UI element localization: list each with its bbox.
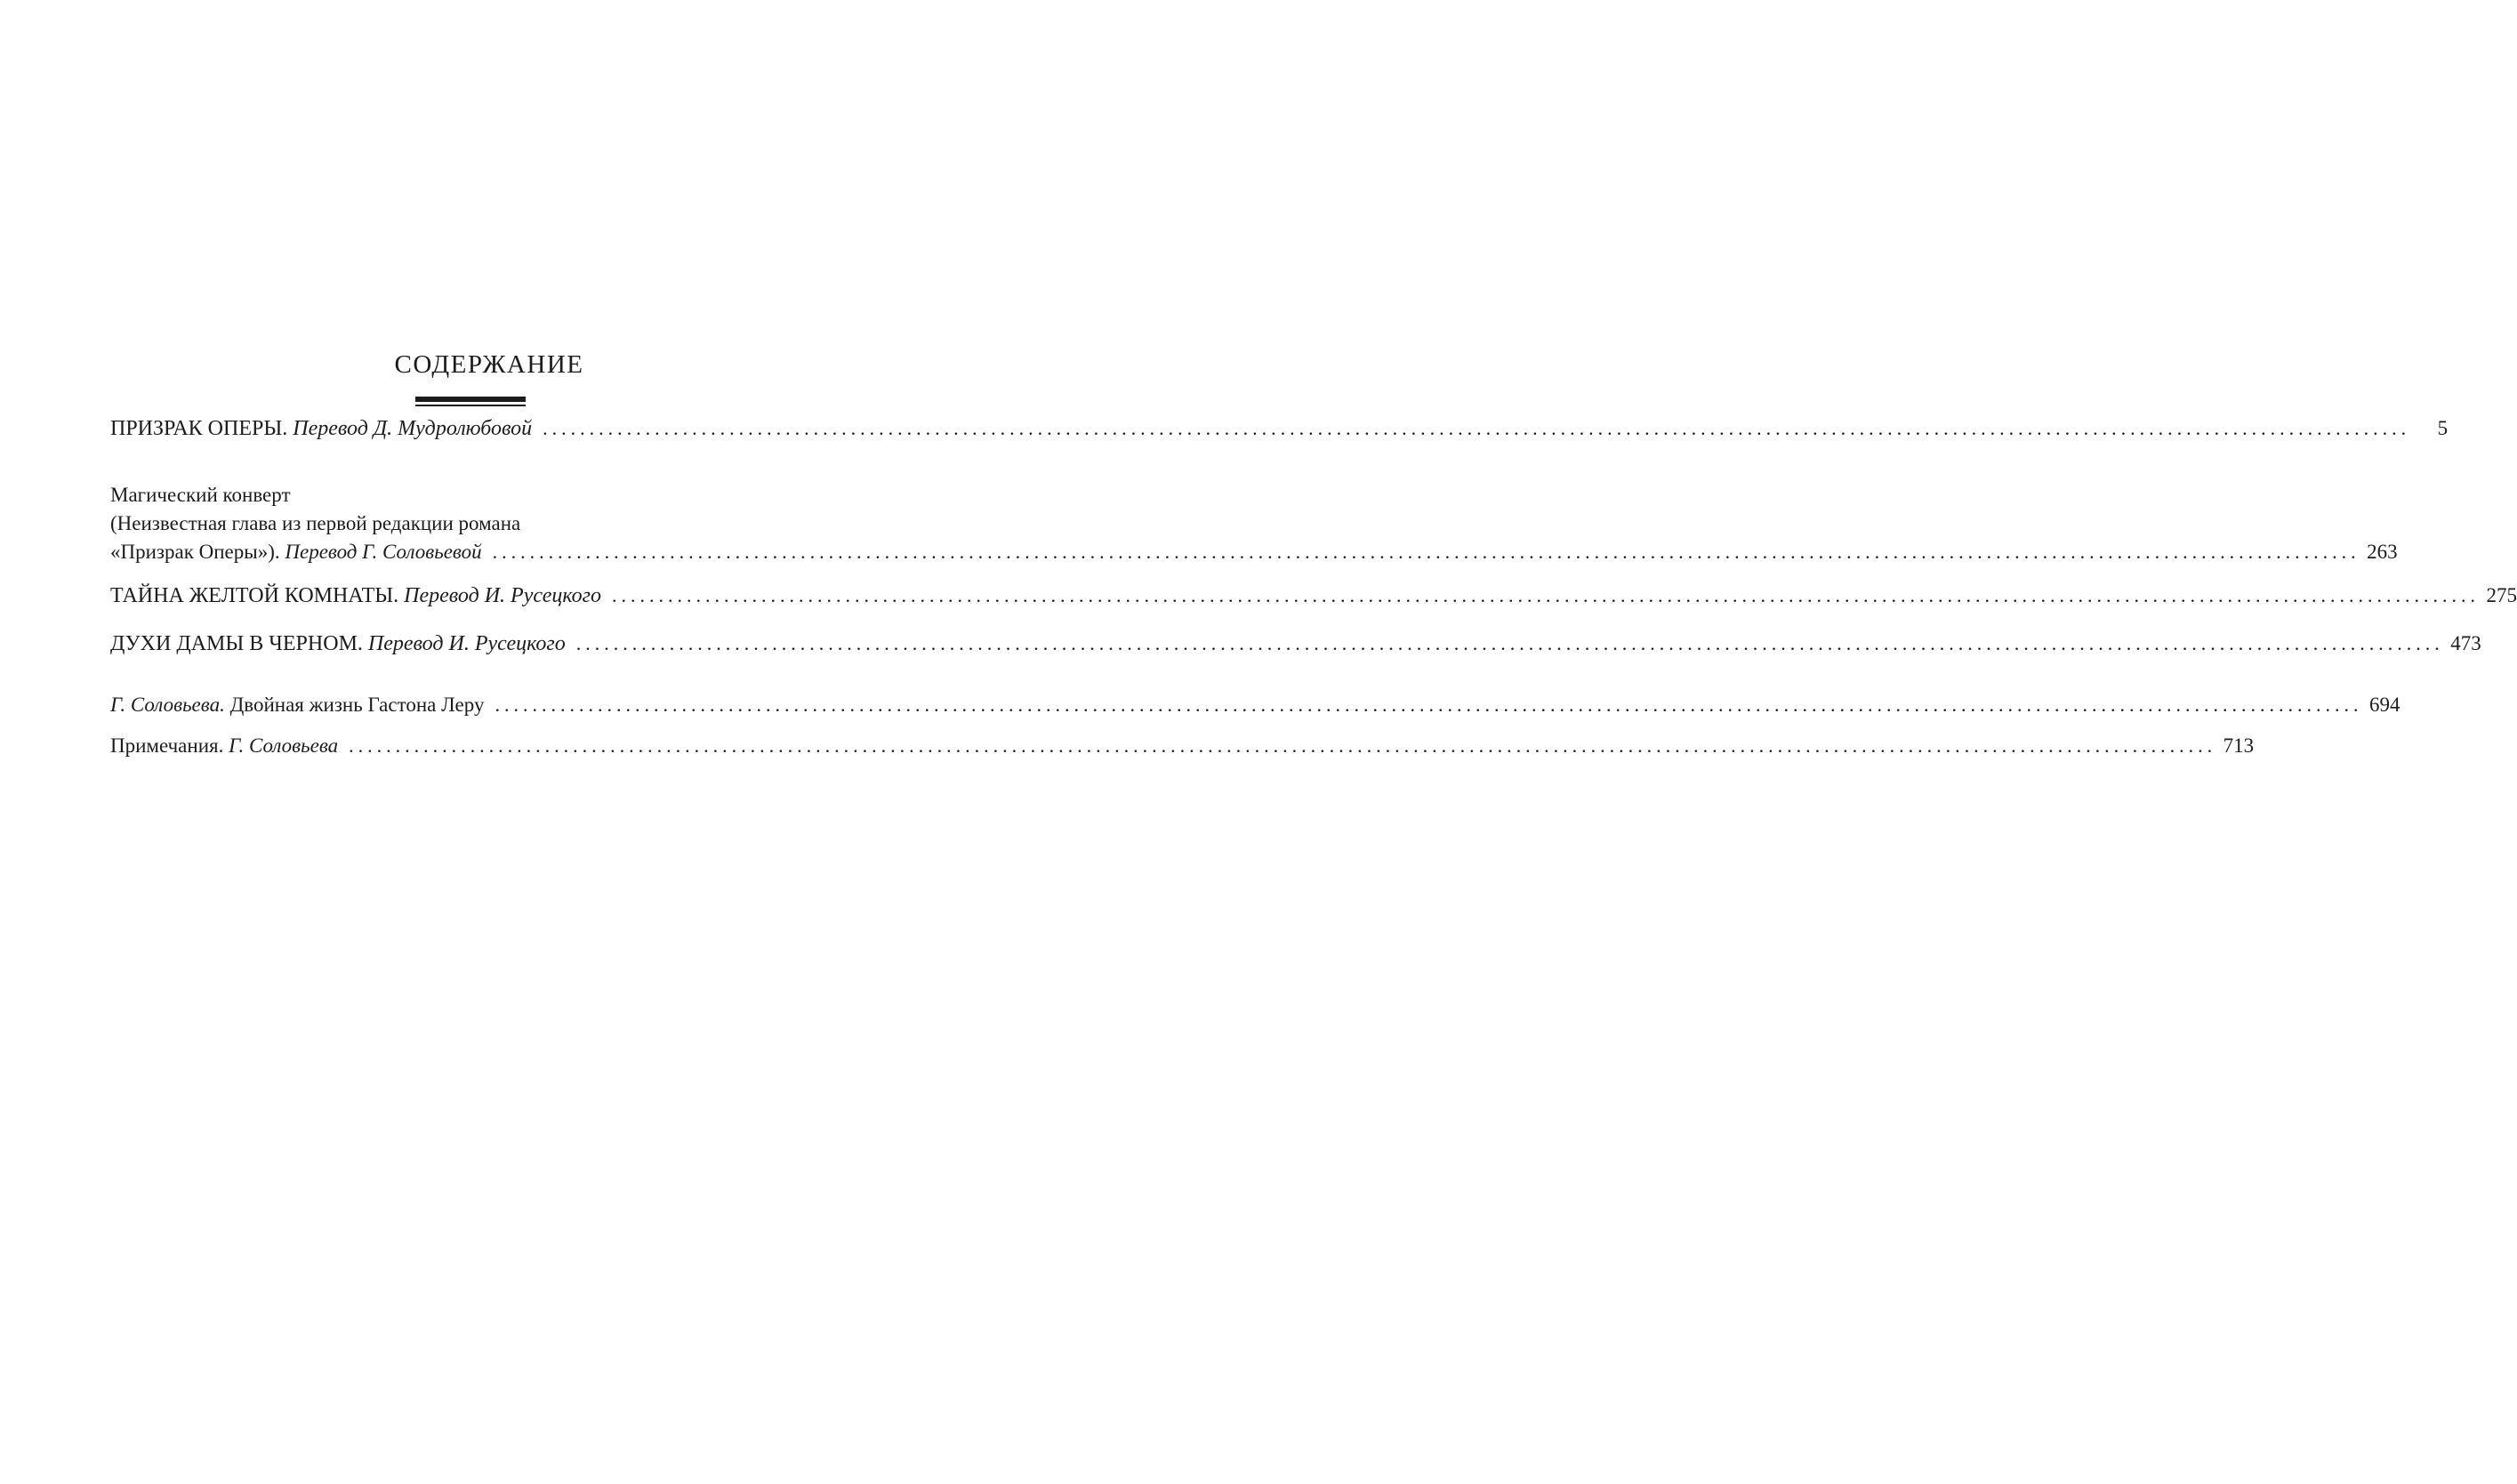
toc-line: Магический конверт [110,484,291,506]
entry-translator: Перевод Д. Мудролюбовой [293,417,533,440]
entry-page-number: 713 [2223,734,2255,757]
toc-entry-afterword[interactable] [110,691,2400,719]
entry-page-number: 5 [2437,417,2449,439]
leader-dots: ........................................................................................................................................................................................................ [543,417,2411,439]
leader-dots: ........................................................................................................................................................................................................ [575,632,2444,654]
rule-thin-line [415,405,526,406]
toc-line [110,630,2481,658]
entry-author: Г. Соловьева. [110,694,225,716]
page-title: СОДЕРЖАНИЕ [394,350,584,379]
entry-translator: Перевод И. Русецкого [404,584,602,607]
entry-page-number: 263 [2367,541,2398,563]
toc-entry-notes[interactable] [110,732,2255,760]
entry-page-number: 275 [2486,584,2517,606]
rule-thick-line [415,397,526,402]
leader-dots: ........................................................................................................................................................................................................ [612,584,2481,606]
leader-dots: ........................................................................................................................................................................................................ [492,541,2360,563]
toc-line: (Неизвестная глава из первой редакции романа [110,512,521,534]
toc-line [110,538,2398,566]
entry-translator: Перевод И. Русецкого [367,632,566,655]
entry-title: «Призрак Оперы»). [110,541,280,563]
toc-line [110,582,2517,610]
entry-page-number: 694 [2368,694,2400,716]
toc-entry-phantom-opera[interactable] [110,414,2449,443]
toc-entry-magic-envelope[interactable] [110,481,2398,566]
title-double-rule [415,397,526,407]
toc-entry-yellow-room[interactable] [110,582,2517,610]
entry-translator: Г. Соловьева [229,734,339,757]
entry-title: ПРИЗРАК ОПЕРЫ. [110,417,288,440]
entry-title: Примечания. [110,734,224,757]
leader-dots: ........................................................................................................................................................................................................ [495,694,2363,716]
toc-line [110,732,2255,760]
entry-translator: Перевод Г. Соловьевой [285,541,482,563]
toc-line [110,691,2400,719]
entry-title: ДУХИ ДАМЫ В ЧЕРНОМ. [110,632,363,655]
entry-title: ТАЙНА ЖЕЛТОЙ КОМНАТЫ. [110,584,399,607]
entry-title: Двойная жизнь Гастона Леру [229,694,485,716]
leader-dots: ........................................................................................................................................................................................................ [349,734,2217,757]
toc-entry-lady-in-black[interactable] [110,630,2481,658]
entry-page-number: 473 [2450,632,2481,654]
toc-line [110,414,2449,443]
